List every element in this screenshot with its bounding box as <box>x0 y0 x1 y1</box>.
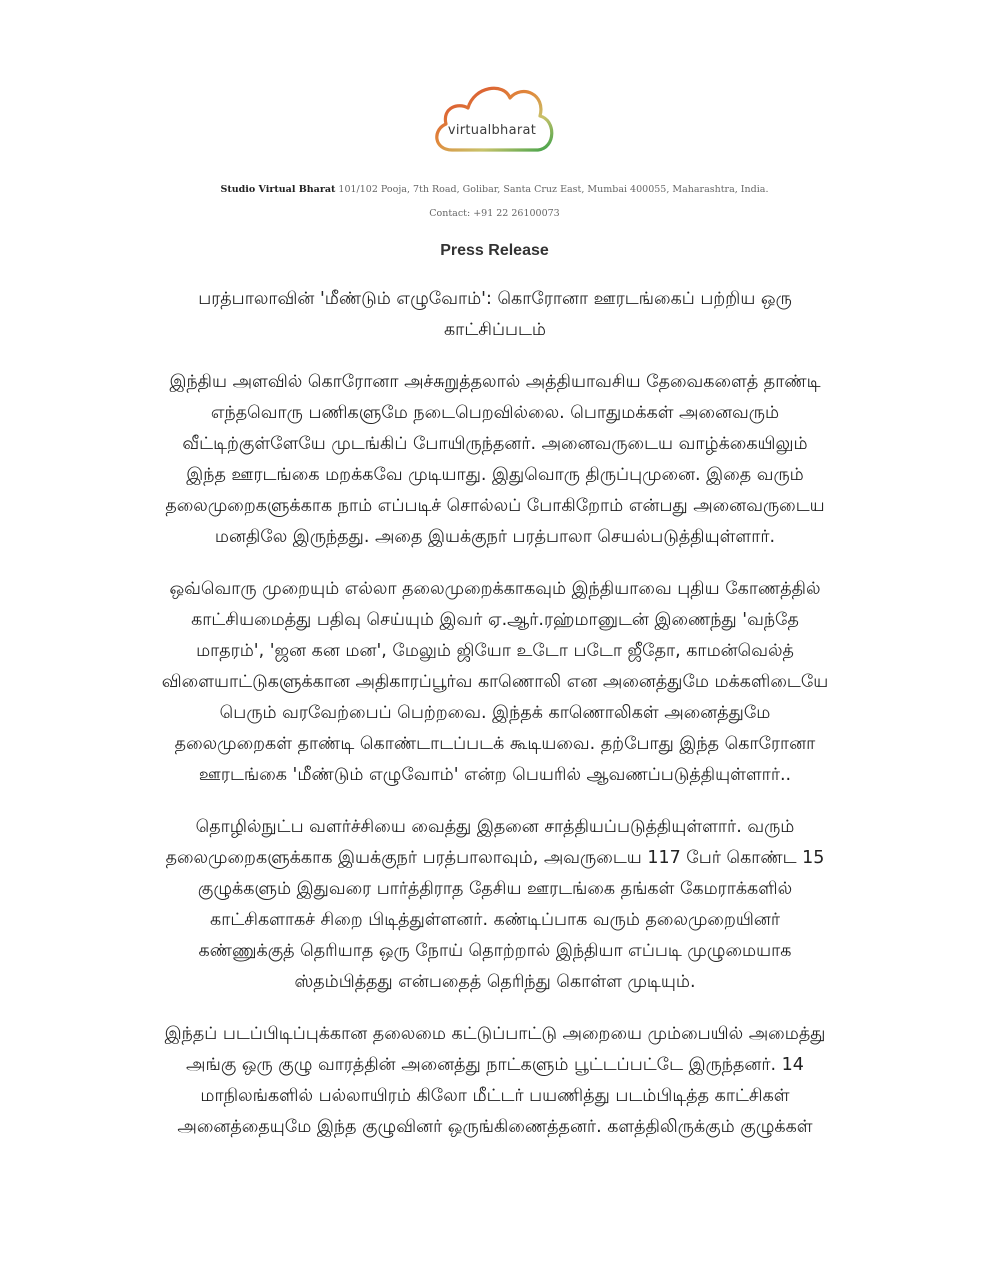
logo-wordmark: virtualbharat <box>447 123 537 138</box>
paragraph-line: ஊரடங்கை 'மீண்டும் எழுவோம்' என்ற பெயரில் ஆவணப்படுத்தியுள்ளார்.. <box>198 765 792 785</box>
paragraph-line: தலைமுறைகளுக்காக இயக்குநர் பரத்பாலாவும், அவருடைய 117 பேர் கொண்ட 15 <box>165 848 825 868</box>
studio-name: Studio Virtual Bharat <box>220 184 336 195</box>
paragraph-line: மாநிலங்களில் பல்லாயிரம் கிலோ மீட்டர் பயணித்து படம்பிடித்த காட்சிகள் <box>200 1086 790 1106</box>
title-line: பரத்பாலாவின் 'மீண்டும் எழுவோம்': கொரோனா ஊரடங்கைப் பற்றிய ஒரு <box>198 289 792 309</box>
paragraph-line: பெரும் வரவேற்பைப் பெற்றவை. இந்தக் காணொலிகள் அனைத்துமே <box>219 703 771 723</box>
paragraph-line: குழுக்களும் இதுவரை பார்த்திராத தேசிய ஊரடங்கை தங்கள் கேமராக்களில் <box>197 879 793 899</box>
press-release-heading: Press Release <box>440 242 549 259</box>
paragraph-line: இந்திய அளவில் கொரோனா அச்சுறுத்தலால் அத்தியாவசிய தேவைகளைத் தாண்டி <box>169 372 821 392</box>
paragraph-line: தலைமுறைகளுக்காக நாம் எப்படிச் சொல்லப் போகிறோம் என்பது அனைவருடைய <box>165 496 825 516</box>
paragraph-line: கண்ணுக்குத் தெரியாத ஒரு நோய் தொற்றால் இந்தியா எப்படி முழுமையாக <box>198 941 792 961</box>
paragraph-line: தொழில்நுட்ப வளர்ச்சியை வைத்து இதனை சாத்தியப்படுத்தியுள்ளார். வரும் <box>195 817 795 837</box>
paragraph-line: தலைமுறைகள் தாண்டி கொண்டாடப்படக் கூடியவை. தற்போது இந்த கொரோனா <box>174 734 816 754</box>
paragraph-1 <box>108 367 882 553</box>
paragraph-4 <box>108 1019 882 1143</box>
title-line: காட்சிப்படம் <box>443 320 547 340</box>
paragraph-line: வீட்டிற்குள்ளேயே முடங்கிப் போயிருந்தனர். அனைவருடைய வாழ்க்கையிலும் <box>182 434 808 454</box>
paragraph-line: மனதிலே இருந்தது. அதை இயக்குநர் பரத்பாலா செயல்படுத்தியுள்ளார். <box>214 527 776 547</box>
paragraph-line: காட்சியமைத்து பதிவு செய்யும் இவர் ஏ.ஆர்.ரஹ்மானுடன் இணைந்து 'வந்தே <box>191 610 799 630</box>
virtualbharat-logo <box>430 72 560 162</box>
paragraph-line: மாதரம்', 'ஜன கன மன', மேலும் ஜியோ உடோ படோ ஜீதோ, காமன்வெல்த் <box>196 641 794 661</box>
paragraph-line: ஸ்தம்பித்தது என்பதைத் தெரிந்து கொள்ள முடியும். <box>294 972 696 992</box>
paragraph-line: இந்தப் படப்பிடிப்புக்கான தலைமை கட்டுப்பாட்டு அறையை மும்பையில் அமைத்து <box>164 1024 826 1044</box>
paragraph-2 <box>108 574 882 791</box>
cloud-icon <box>430 72 560 162</box>
paragraph-3 <box>108 812 882 998</box>
contact-line: Contact: +91 22 26100073 <box>429 208 560 219</box>
paragraph-line: அனைத்தையுமே இந்த குழுவினர் ஒருங்கிணைத்தனர். களத்திலிருக்கும் குழுக்கள் <box>177 1117 813 1137</box>
paragraph-line: அங்கு ஒரு குழு வாரத்தின் அனைத்து நாட்களும் பூட்டப்பட்டே இருந்தனர். 14 <box>186 1055 804 1075</box>
studio-address <box>0 184 989 195</box>
paragraph-line: காட்சிகளாகச் சிறை பிடித்துள்ளனர். கண்டிப்பாக வரும் தலைமுறையினர் <box>210 910 780 930</box>
address-text: 101/102 Pooja, 7th Road, Golibar, Santa Cruz East, Mumbai 400055, Maharashtra, India. <box>338 184 769 195</box>
paragraph-line: விளையாட்டுகளுக்கான அதிகாரப்பூர்வ காணொலி என அனைத்துமே மக்களிடையே <box>161 672 829 692</box>
paragraph-line: ஒவ்வொரு முறையும் எல்லா தலைமுறைக்காகவும் இந்தியாவை புதிய கோணத்தில் <box>169 579 821 599</box>
release-title <box>150 284 840 346</box>
paragraph-line: இந்த ஊரடங்கை மறக்கவே முடியாது. இதுவொரு திருப்புமுனை. இதை வரும் <box>186 465 804 485</box>
paragraph-line: எந்தவொரு பணிகளுமே நடைபெறவில்லை. பொதுமக்கள் அனைவரும் <box>210 403 780 423</box>
